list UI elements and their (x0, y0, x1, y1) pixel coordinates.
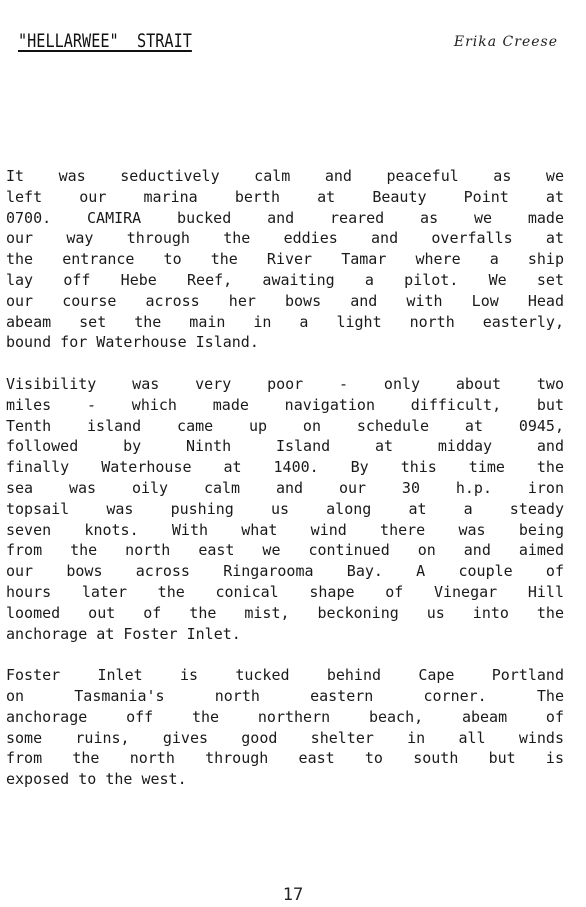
text-line: loomed out of the mist, beckoning us into the (6, 603, 564, 622)
text-line: from the north east we continued on and aimed (6, 541, 564, 560)
text-line: seven knots. With what wind there was being (6, 520, 564, 539)
paragraph (6, 166, 564, 353)
text-line: followed by Ninth Island at midday and (6, 437, 564, 456)
text-line: bound for Waterhouse Island. (6, 333, 259, 352)
text-line: Tenth island came up on schedule at 0945, (6, 416, 564, 435)
text-line: on Tasmania's north eastern corner. The (6, 686, 564, 705)
text-line: miles - which made navigation difficult, but (6, 395, 564, 414)
text-line: finally Waterhouse at 1400. By this time the (6, 458, 564, 477)
page-number: 17 (282, 885, 304, 905)
text-line: hours later the conical shape of Vinegar Hill (6, 582, 564, 601)
paragraph (6, 374, 564, 644)
text-line: sea was oily calm and our 30 h.p. iron (6, 478, 564, 497)
article-body (6, 166, 564, 811)
article-title: "HELLARWEE" STRAIT (18, 30, 192, 52)
text-line: from the north through east to south but is (6, 749, 564, 768)
paragraph (6, 665, 564, 790)
text-line: left our marina berth at Beauty Point at (6, 187, 564, 206)
text-line: abeam set the main in a light north easterly, (6, 312, 564, 331)
text-line: anchorage off the northern beach, abeam of (6, 707, 564, 726)
text-line: exposed to the west. (6, 770, 187, 789)
text-line: Visibility was very poor - only about two (6, 374, 564, 393)
text-line: our course across her bows and with Low Head (6, 291, 564, 310)
text-line: anchorage at Foster Inlet. (6, 624, 241, 643)
text-line: some ruins, gives good shelter in all winds (6, 728, 564, 747)
text-line: 0700. CAMIRA bucked and reared as we made (6, 208, 564, 227)
text-line: the entrance to the River Tamar where a ship (6, 250, 564, 269)
text-line: lay off Hebe Reef, awaiting a pilot. We set (6, 270, 564, 289)
text-line: Foster Inlet is tucked behind Cape Portland (6, 666, 564, 685)
text-line: topsail was pushing us along at a steady (6, 499, 564, 518)
text-line: our way through the eddies and overfalls at (6, 229, 564, 248)
text-line: It was seductively calm and peaceful as we (6, 167, 564, 185)
author-name: Erika Creese (453, 34, 558, 50)
text-line: our bows across Ringarooma Bay. A couple of (6, 562, 564, 581)
